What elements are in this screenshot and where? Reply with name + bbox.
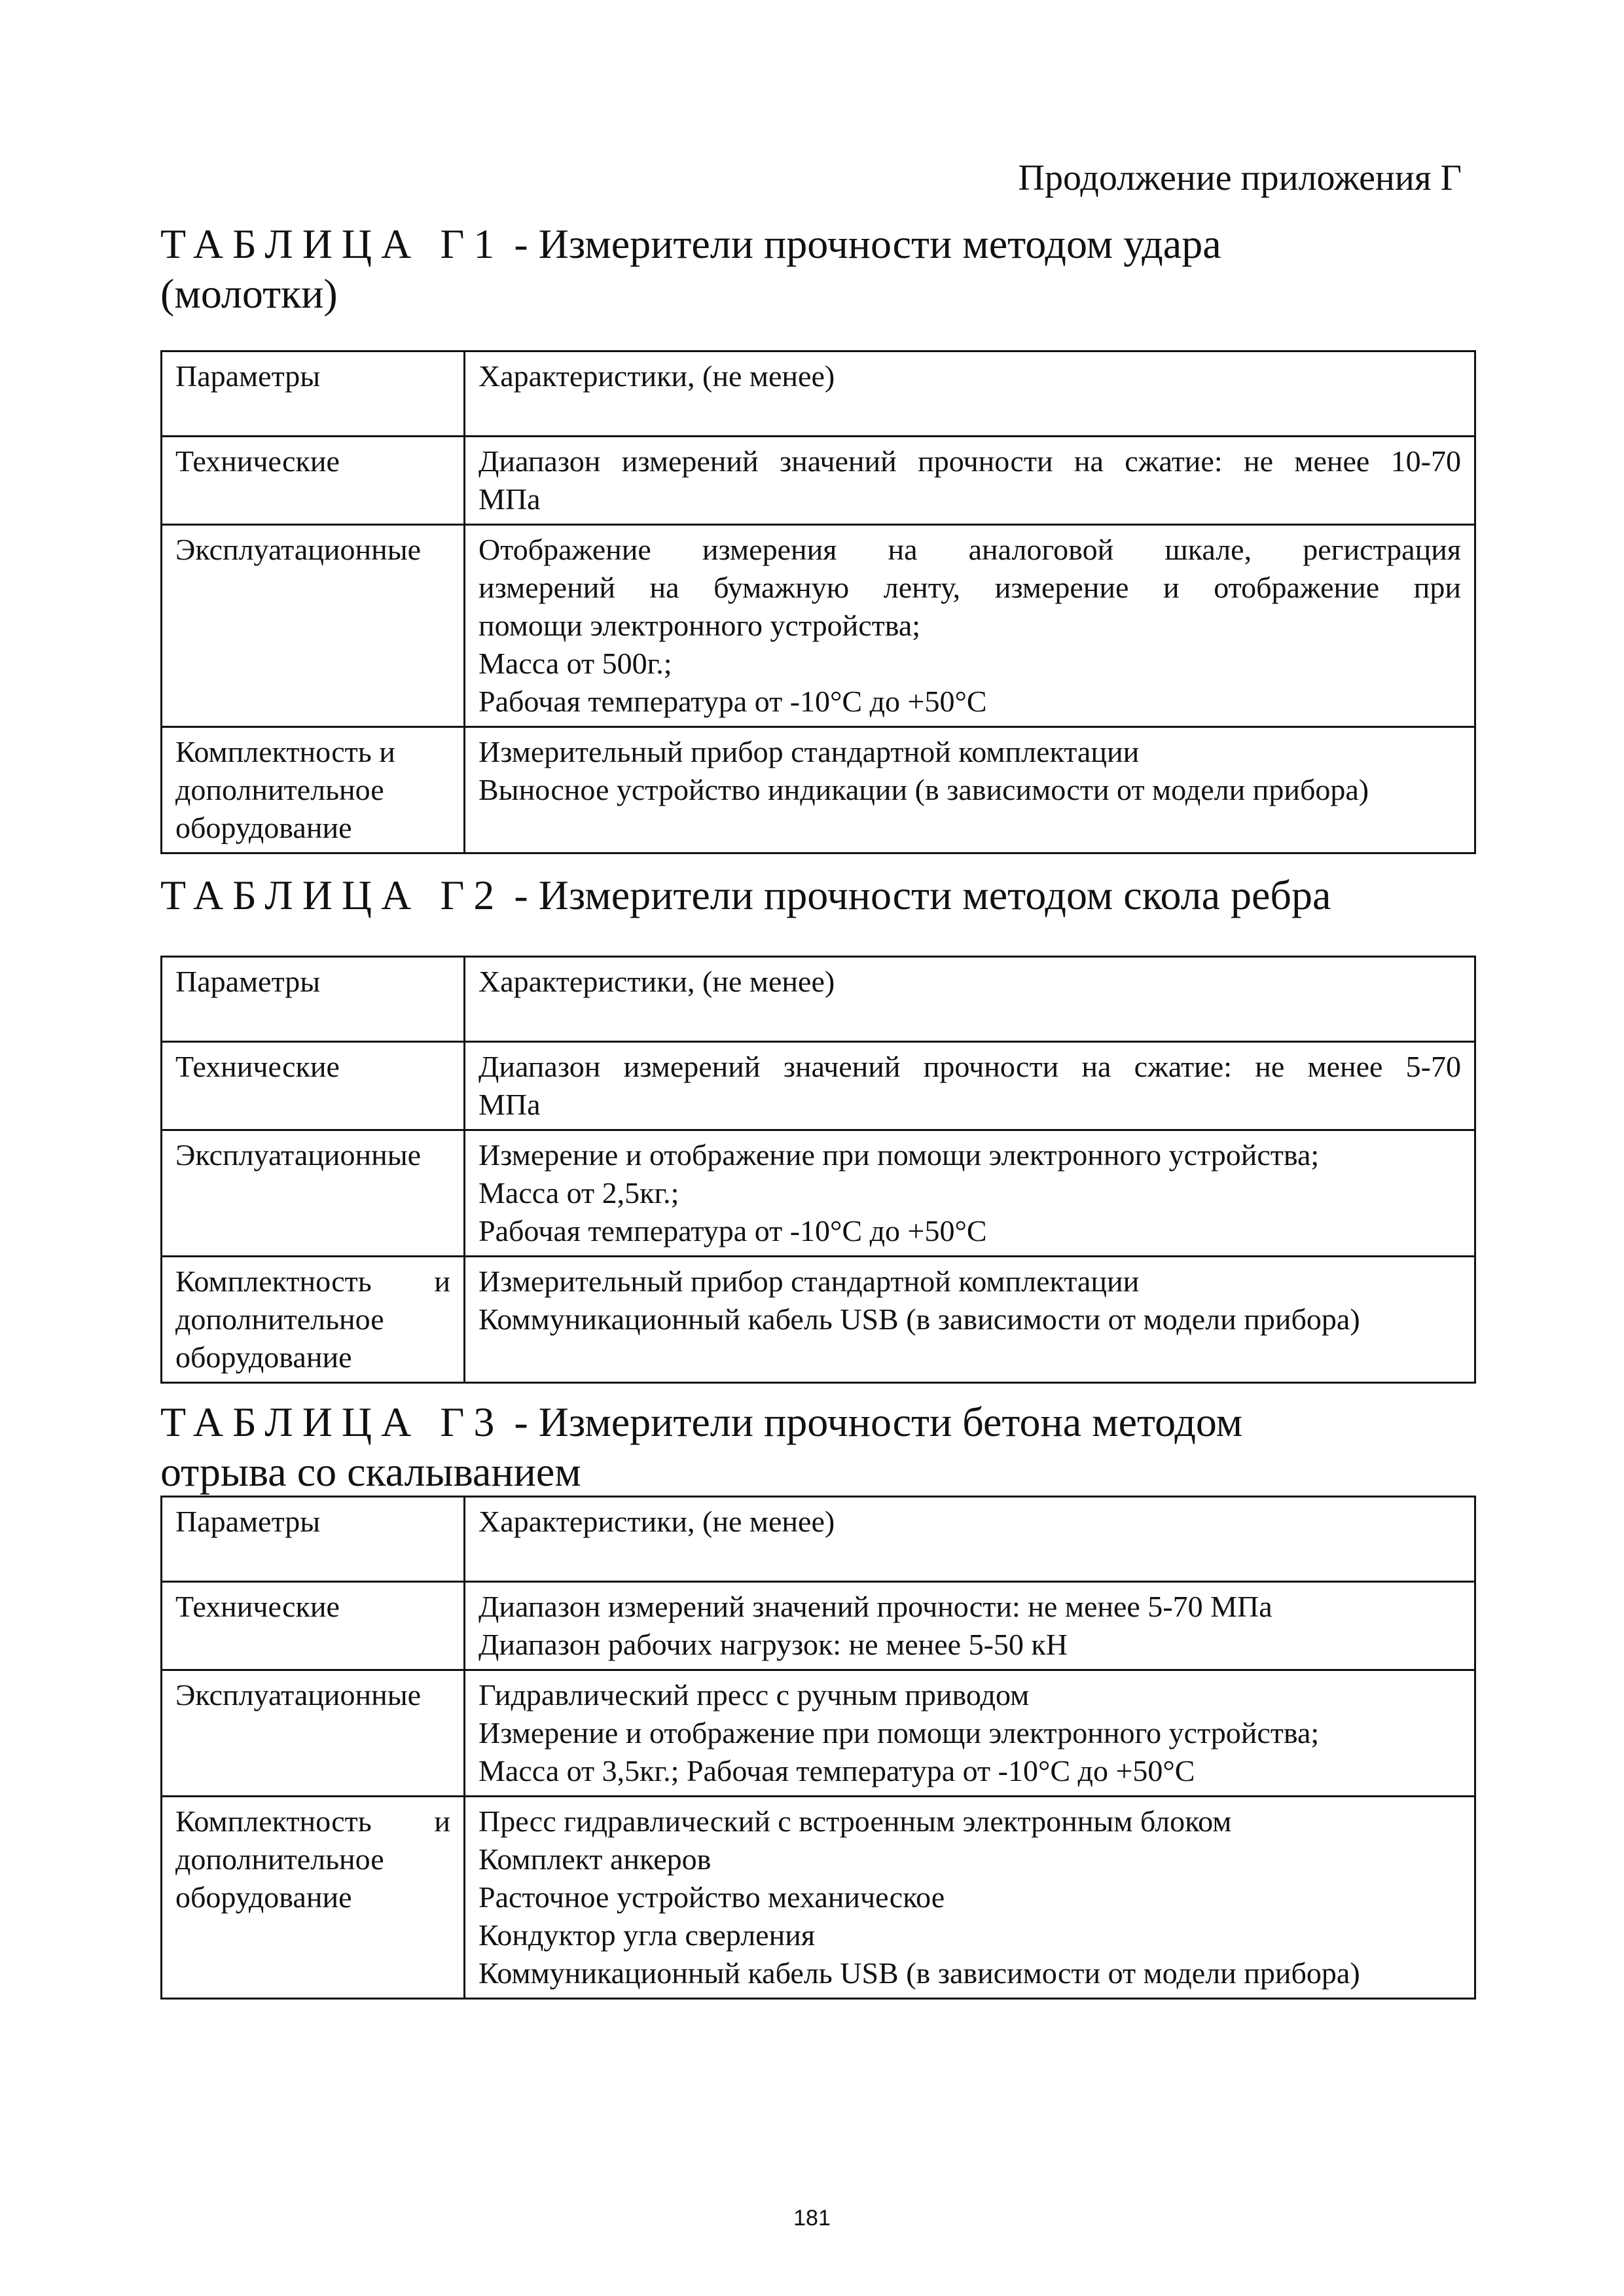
cell-line: оборудование	[175, 1880, 352, 1914]
table-row	[162, 1497, 1475, 1582]
header-char: Характеристики, (не менее)	[465, 351, 1475, 437]
table-g1-title-line2: (молотки)	[160, 270, 338, 317]
cell-line: Комплектность и	[175, 735, 395, 768]
row-char	[465, 727, 1475, 853]
cell-line: Измерение и отображение при помощи электронного устройства;	[478, 1138, 1320, 1172]
row-param: Технические	[162, 1042, 465, 1130]
cell-line: Диапазон измерений значений прочности на сжатие: не менее 10-70	[478, 444, 1461, 478]
continuation-note: Продолжение приложения Г	[1018, 158, 1462, 198]
cell-line: МПа	[478, 482, 541, 516]
table-row	[162, 1797, 1475, 1999]
cell-line: измерений на бумажную ленту, измерение и отображение при	[478, 571, 1461, 604]
row-param: Эксплуатационные	[162, 525, 465, 727]
cell-line: Масса от 2,5кг.;	[478, 1176, 679, 1210]
table-row	[162, 1257, 1475, 1383]
cell-line: помощи электронного устройства;	[478, 609, 921, 642]
table-g2	[160, 956, 1476, 1384]
row-param: Эксплуатационные	[162, 1130, 465, 1257]
cell-line: МПа	[478, 1088, 541, 1121]
cell-line: Выносное устройство индикации (в зависимости от модели прибора)	[478, 773, 1369, 806]
cell-line: Комплектность и	[175, 1265, 450, 1298]
row-char	[465, 437, 1475, 525]
table-g2-heading	[160, 870, 1352, 920]
table-row	[162, 1130, 1475, 1257]
cell-line: Масса от 500г.;	[478, 647, 672, 680]
cell-line: Масса от 3,5кг.; Рабочая температура от -10°С до +50°С	[478, 1754, 1195, 1787]
cell-line: Диапазон измерений значений прочности на сжатие: не менее 5-70	[478, 1050, 1461, 1083]
table-g2-label: ТАБЛИЦА Г2	[160, 872, 504, 918]
header-char: Характеристики, (не менее)	[465, 957, 1475, 1042]
table-row	[162, 351, 1475, 437]
table-g3-title-line2: отрыва со скалыванием	[160, 1448, 581, 1495]
table-g1	[160, 350, 1476, 854]
header-char: Характеристики, (не менее)	[465, 1497, 1475, 1582]
table-row	[162, 525, 1475, 727]
table-g1-heading	[160, 219, 1352, 319]
cell-line: Расточное устройство механическое	[478, 1880, 945, 1914]
cell-line: Диапазон измерений значений прочности: не менее 5-70 МПа	[478, 1590, 1272, 1623]
cell-line: Комплект анкеров	[478, 1842, 712, 1876]
cell-line: Пресс гидравлический с встроенным электронным блоком	[478, 1804, 1232, 1838]
cell-line: Рабочая температура от -10°С до +50°С	[478, 1214, 987, 1247]
table-g3	[160, 1496, 1476, 2000]
cell-line: Коммуникационный кабель USB (в зависимости от модели прибора)	[478, 1302, 1360, 1336]
cell-line: дополнительное	[175, 1302, 384, 1336]
table-g2-title: - Измерители прочности методом скола ребра	[503, 872, 1331, 918]
row-char	[465, 525, 1475, 727]
cell-line: Рабочая температура от -10°С до +50°С	[478, 685, 987, 718]
table-g1-title: - Измерители прочности методом удара	[503, 221, 1221, 267]
cell-line: Отображение измерения на аналоговой шкале, регистрация	[478, 533, 1461, 566]
header-param: Параметры	[162, 1497, 465, 1582]
row-param	[162, 1257, 465, 1383]
table-g3-title: - Измерители прочности бетона методом	[503, 1399, 1243, 1445]
cell-line: Измерение и отображение при помощи электронного устройства;	[478, 1716, 1320, 1749]
cell-line: оборудование	[175, 1340, 352, 1374]
cell-line: Комплектность и	[175, 1804, 450, 1838]
table-row	[162, 1670, 1475, 1797]
cell-line: Гидравлический пресс с ручным приводом	[478, 1678, 1030, 1712]
cell-line: оборудование	[175, 811, 352, 844]
row-param: Технические	[162, 1582, 465, 1670]
header-param: Параметры	[162, 351, 465, 437]
row-char	[465, 1582, 1475, 1670]
cell-line: Измерительный прибор стандартной комплектации	[478, 1265, 1140, 1298]
table-row	[162, 1042, 1475, 1130]
table-g3-heading	[160, 1397, 1352, 1497]
cell-line: Кондуктор угла сверления	[478, 1918, 815, 1952]
row-param: Эксплуатационные	[162, 1670, 465, 1797]
table-row	[162, 437, 1475, 525]
row-char	[465, 1130, 1475, 1257]
table-row	[162, 727, 1475, 853]
header-param: Параметры	[162, 957, 465, 1042]
row-param	[162, 727, 465, 853]
cell-line: дополнительное	[175, 1842, 384, 1876]
cell-line: Измерительный прибор стандартной комплектации	[478, 735, 1140, 768]
table-g1-label: ТАБЛИЦА Г1	[160, 221, 504, 267]
row-char	[465, 1042, 1475, 1130]
row-char	[465, 1670, 1475, 1797]
cell-line: Коммуникационный кабель USB (в зависимости от модели прибора)	[478, 1956, 1360, 1990]
table-row	[162, 957, 1475, 1042]
row-param	[162, 1797, 465, 1999]
row-param: Технические	[162, 437, 465, 525]
row-char	[465, 1797, 1475, 1999]
row-char	[465, 1257, 1475, 1383]
page-number: 181	[793, 2206, 831, 2231]
table-row	[162, 1582, 1475, 1670]
cell-line: дополнительное	[175, 773, 384, 806]
cell-line: Диапазон рабочих нагрузок: не менее 5-50 кН	[478, 1628, 1068, 1661]
table-g3-label: ТАБЛИЦА Г3	[160, 1399, 504, 1445]
